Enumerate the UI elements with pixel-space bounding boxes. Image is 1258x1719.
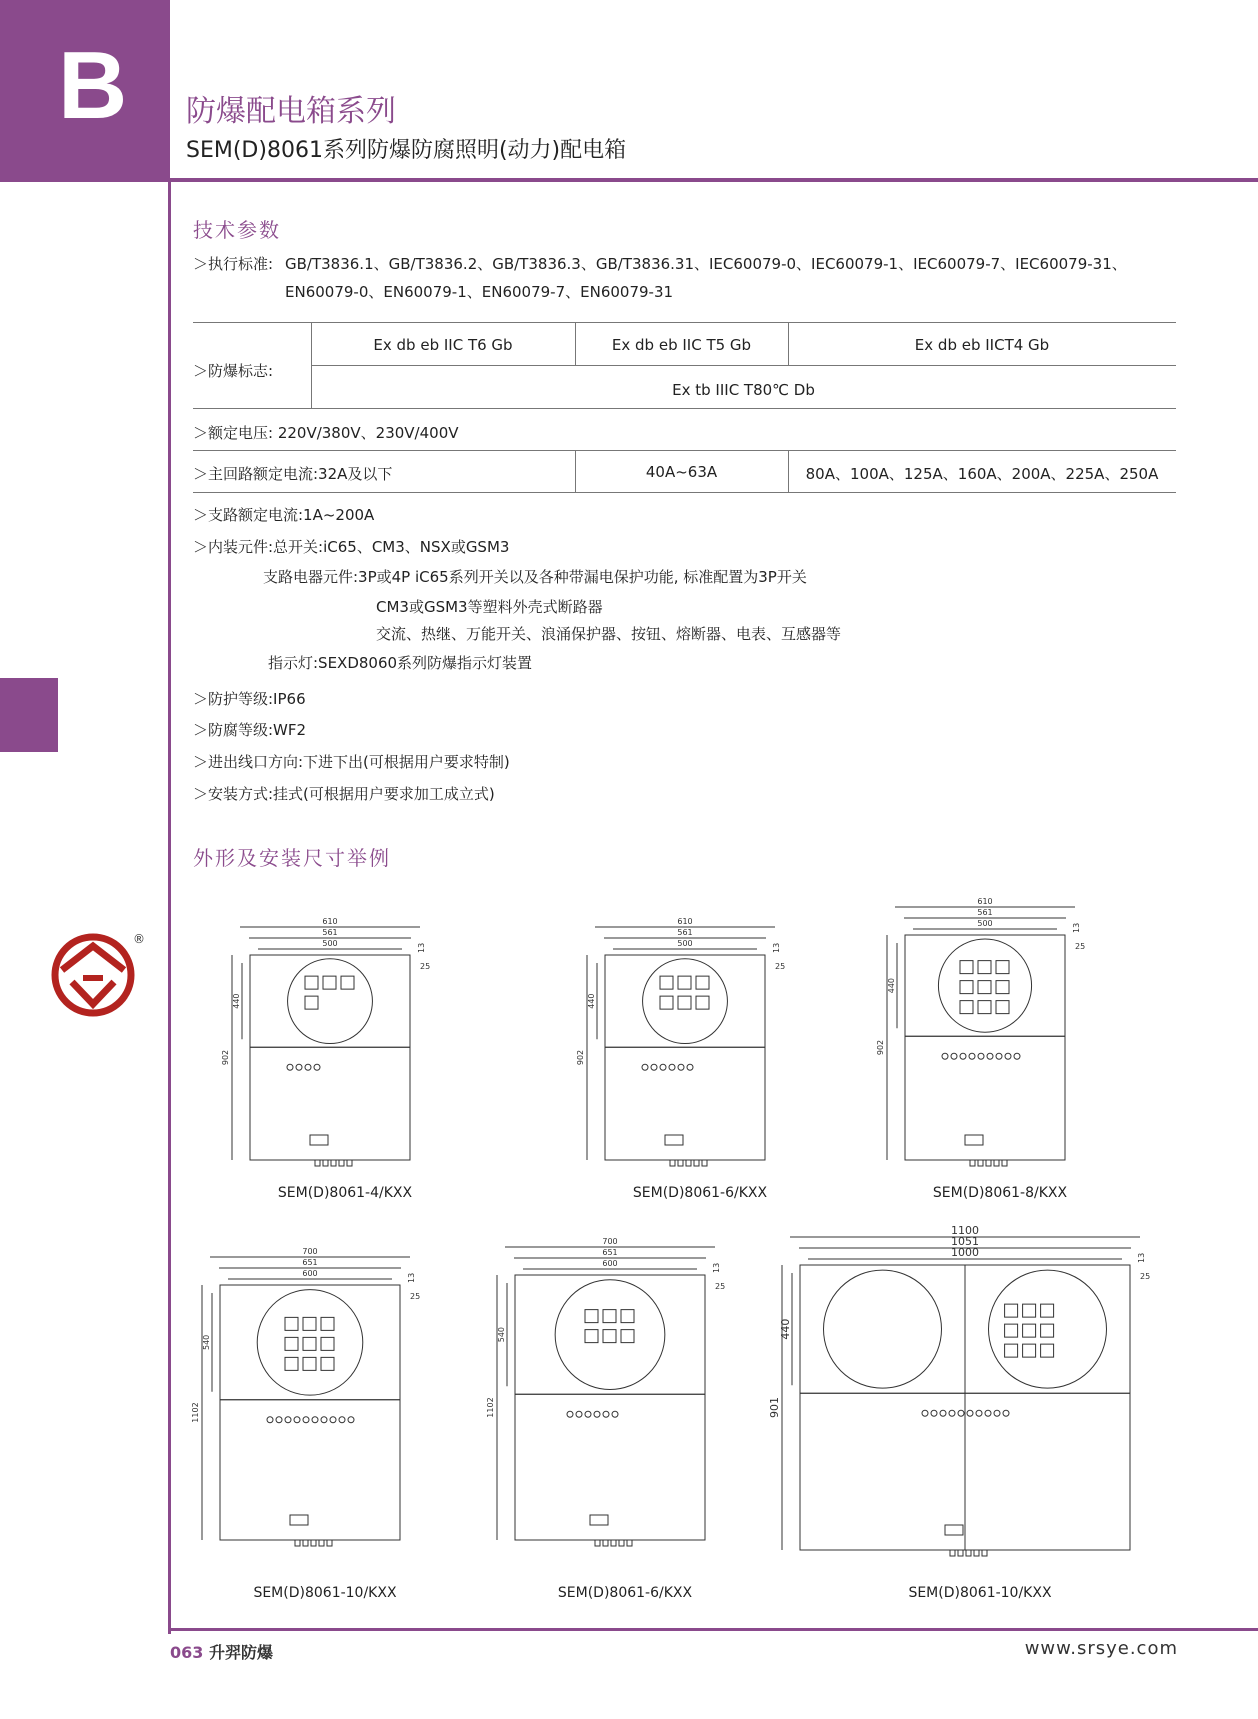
enclosure-drawing-2 (560, 915, 820, 1185)
enclosure-drawing-6 (755, 1225, 1185, 1575)
main-current-high: 80A、100A、125A、160A、200A、225A、250A (805, 465, 1159, 483)
offset-dimension: 25 (420, 962, 431, 971)
enclosure-drawing-5 (470, 1235, 760, 1565)
components: ＞内装元件:总开关:iC65、CM3、NSX或GSM3 (193, 538, 510, 556)
model-caption: SEM(D)8061-10/KXX (908, 1585, 1052, 1601)
table-rule (193, 492, 1176, 493)
brand-name: 升羿防爆 (208, 1643, 273, 1662)
rated-voltage: ＞额定电压: 220V/380V、230V/400V (193, 424, 459, 442)
indicator: 指示灯:SEXD8060系列防爆指示灯装置 (268, 654, 533, 672)
installation: ＞安装方式:挂式(可根据用户要求加工成立式) (193, 785, 495, 803)
website-link[interactable]: www.srsye.com (1024, 1638, 1178, 1659)
branch-components-3: 交流、热继、万能开关、浪涌保护器、按钮、熔断器、电表、互感器等 (376, 625, 842, 643)
height-dimension: 540 (202, 1334, 211, 1351)
width-dimension: 1051 (951, 1235, 979, 1248)
branch-current: ＞支路额定电流:1A~200A (193, 506, 375, 524)
width-dimension: 610 (977, 897, 993, 906)
width-dimension: 500 (677, 939, 693, 948)
tech-heading: 技术参数 (193, 218, 281, 242)
standard-line-1: GB/T3836.1、GB/T3836.2、GB/T3836.3、GB/T3836.31、IEC60079-0、IEC60079-1、IEC60079-7、IEC60079-31、 (285, 255, 1127, 273)
width-dimension: 610 (322, 917, 338, 926)
page-number: 063 (170, 1643, 204, 1662)
width-dimension: 561 (677, 928, 693, 937)
height-dimension: 902 (576, 1049, 585, 1066)
width-dimension: 1100 (951, 1225, 979, 1237)
registered-mark: ® (133, 932, 145, 946)
table-rule (193, 408, 1176, 409)
offset-dimension: 13 (772, 942, 781, 953)
enclosure-drawing-4 (175, 1245, 455, 1565)
content-left-rule (168, 182, 171, 1634)
dimensions-heading: 外形及安装尺寸举例 (193, 846, 391, 870)
table-rule (193, 322, 1176, 323)
table-rule (311, 365, 1176, 366)
width-dimension: 700 (602, 1237, 618, 1246)
width-dimension: 700 (302, 1247, 318, 1256)
cable-direction: ＞进出线口方向:下进下出(可根据用户要求特制) (193, 753, 510, 771)
height-dimension: 440 (779, 1318, 792, 1340)
offset-dimension: 13 (407, 1272, 416, 1283)
main-current-mid: 40A~63A (645, 463, 718, 481)
width-dimension: 651 (302, 1258, 318, 1267)
height-dimension: 901 (768, 1397, 781, 1418)
side-marker (0, 678, 58, 752)
offset-dimension: 25 (1140, 1272, 1151, 1281)
offset-dimension: 13 (417, 942, 426, 953)
table-rule (193, 450, 1176, 451)
enclosure-drawing-1 (205, 915, 465, 1185)
width-dimension: 500 (322, 939, 338, 948)
height-dimension: 440 (232, 993, 241, 1009)
width-dimension: 600 (302, 1269, 318, 1278)
model-caption: SEM(D)8061-4/KXX (277, 1185, 413, 1201)
model-caption: SEM(D)8061-8/KXX (932, 1185, 1068, 1201)
series-title: 防爆配电箱系列 (186, 94, 396, 129)
height-dimension: 902 (876, 1039, 885, 1056)
enclosure-drawing-3 (860, 895, 1120, 1185)
branch-components: 支路电器元件:3P或4P iC65系列开关以及各种带漏电保护功能, 标准配置为3P开关 (263, 568, 807, 586)
footer-divider (170, 1628, 1258, 1631)
width-dimension: 651 (602, 1248, 618, 1257)
offset-dimension: 25 (1075, 942, 1086, 951)
section-letter: B (58, 32, 128, 139)
height-dimension: 1102 (486, 1397, 495, 1418)
section-tab (0, 0, 170, 182)
footer-page (170, 1640, 273, 1663)
width-dimension: 610 (677, 917, 693, 926)
exmark-t6: Ex db eb IIC T6 Gb (373, 336, 513, 354)
model-caption: SEM(D)8061-6/KXX (632, 1185, 768, 1201)
offset-dimension: 13 (712, 1262, 721, 1273)
width-dimension: 500 (977, 919, 993, 928)
standard-label: ＞执行标准: (193, 255, 274, 273)
height-dimension: 440 (587, 993, 596, 1009)
height-dimension: 1102 (191, 1402, 200, 1423)
offset-dimension: 13 (1137, 1252, 1146, 1263)
height-dimension: 440 (887, 977, 896, 994)
ip-rating: ＞防护等级:IP66 (193, 690, 306, 708)
branch-components-2: CM3或GSM3等塑料外壳式断路器 (376, 598, 603, 616)
offset-dimension: 13 (1072, 922, 1081, 933)
offset-dimension: 25 (775, 962, 786, 971)
height-dimension: 902 (221, 1049, 230, 1066)
exmark-t5: Ex db eb IIC T5 Gb (611, 336, 752, 354)
standard-line-2: EN60079-0、EN60079-1、EN60079-7、EN60079-31 (285, 283, 674, 301)
offset-dimension: 25 (410, 1292, 421, 1301)
model-caption: SEM(D)8061-10/KXX (253, 1585, 397, 1601)
company-logo-icon (50, 932, 136, 1018)
model-caption: SEM(D)8061-6/KXX (557, 1585, 693, 1601)
main-current-label: ＞主回路额定电流:32A及以下 (193, 465, 393, 483)
exmark-t4: Ex db eb IICT4 Gb (914, 336, 1050, 354)
width-dimension: 1000 (951, 1246, 979, 1259)
exmark-dust: Ex tb IIIC T80℃ Db (672, 381, 815, 399)
width-dimension: 561 (977, 908, 993, 917)
width-dimension: 600 (602, 1259, 618, 1268)
height-dimension: 540 (497, 1326, 506, 1343)
width-dimension: 561 (322, 928, 338, 937)
offset-dimension: 25 (715, 1282, 726, 1291)
anticorrosion-rating: ＞防腐等级:WF2 (193, 721, 307, 739)
product-subtitle: SEM(D)8061系列防爆防腐照明(动力)配电箱 (186, 138, 627, 163)
exmark-label: ＞防爆标志: (193, 362, 274, 380)
header-divider (170, 178, 1258, 182)
